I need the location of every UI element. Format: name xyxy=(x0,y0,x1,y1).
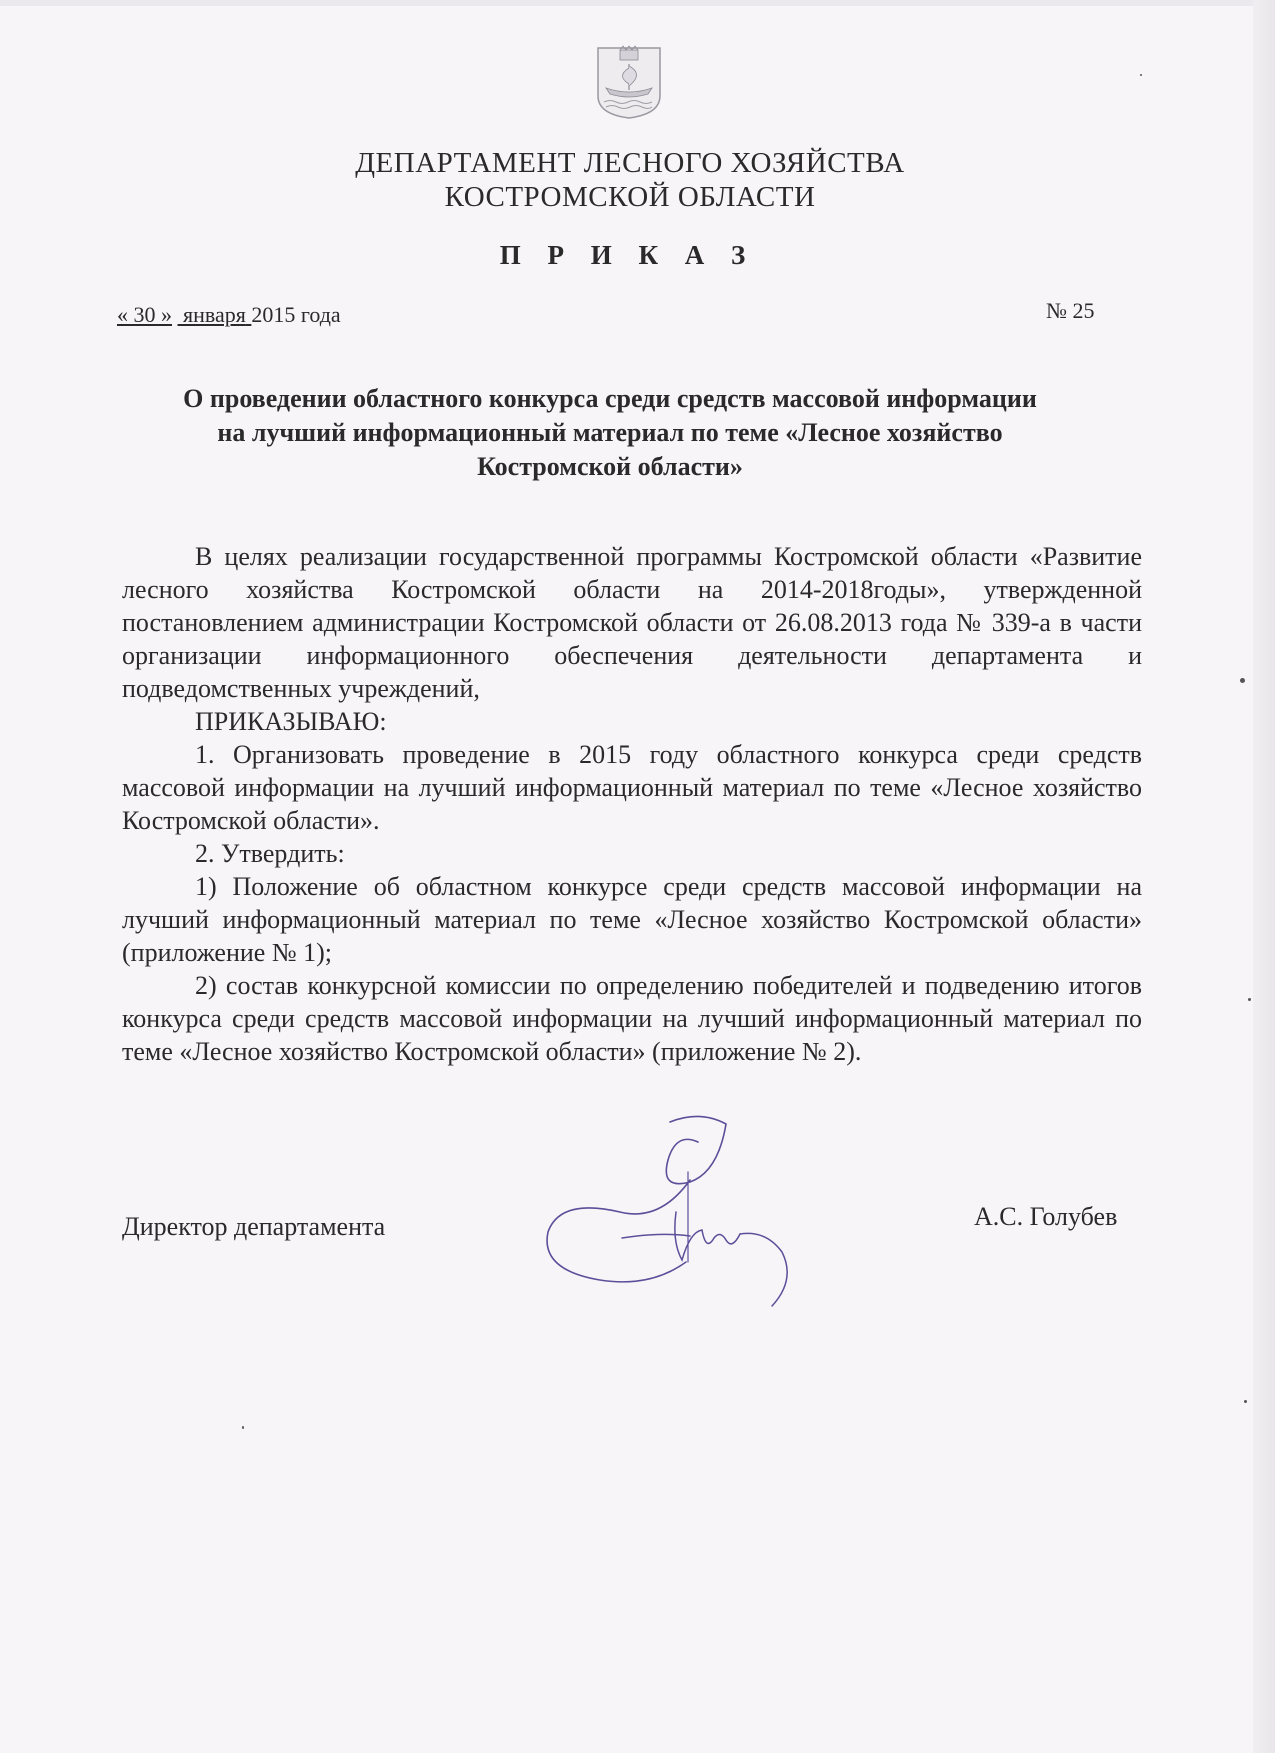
order-item-2-2: 2) состав конкурсной комиссии по определению победителей и подведению итогов конкурса среди средств массовой информации на лучший информационный материал по теме «Лесное хозяйство Костромской области» (приложение № 2). xyxy=(122,971,1142,1066)
subject-line1: О проведении областного конкурса среди средств массовой информации xyxy=(183,384,1037,413)
signer-name: А.С. Голубев xyxy=(974,1202,1118,1231)
date-day xyxy=(128,302,161,327)
order-title: П Р И К А З xyxy=(499,240,756,270)
scan-speck xyxy=(1240,678,1245,683)
order-word: ПРИКАЗЫВАЮ: xyxy=(195,707,387,736)
preamble-paragraph: В целях реализации государственной программы Костромской области «Развитие лесного хозяйства Костромской области на 2014-2018годы», утвержденной постановлением администрации Костромской области от 26.08.2013 года № 339-а в части организации информационного обеспечения деятельности департамента и подведомственных учреждений, xyxy=(122,542,1142,703)
date-close-quote: » xyxy=(161,302,172,327)
scan-speck xyxy=(1248,998,1251,1001)
subject-line3: Костромской области» xyxy=(477,452,743,481)
date-month-value: января xyxy=(183,302,246,327)
order-subject xyxy=(110,382,1110,484)
page-top-edge xyxy=(0,0,1275,6)
date-day-value: 30 xyxy=(133,302,156,327)
order-item-1: 1. Организовать проведение в 2015 году областного конкурса среди средств массовой информации на лучший информационный материал по теме «Лесное хозяйство Костромской области». xyxy=(122,740,1142,835)
subject-line2: на лучший информационный материал по теме «Лесное хозяйство xyxy=(217,418,1003,447)
department-name-line1: ДЕПАРТАМЕНТ ЛЕСНОГО ХОЗЯЙСТВА xyxy=(355,147,905,179)
order-item-2: 2. Утвердить: xyxy=(195,839,345,868)
order-item-2-1: 1) Положение об областном конкурсе среди средств массовой информации на лучший информационный материал по теме «Лесное хозяйство Костромской области» (приложение № 1); xyxy=(122,872,1142,967)
page-right-edge xyxy=(1253,0,1275,1753)
signer-role: Директор департамента xyxy=(122,1212,386,1241)
department-name-line2: КОСТРОМСКОЙ ОБЛАСТИ xyxy=(444,181,816,213)
handwritten-signature-icon xyxy=(540,1112,820,1312)
order-date xyxy=(117,302,341,328)
scan-speck xyxy=(242,1426,244,1429)
date-open-quote: « xyxy=(117,302,128,327)
date-month xyxy=(178,302,252,327)
order-number: № 25 xyxy=(1046,298,1095,323)
department-heading xyxy=(0,146,1260,214)
order-body xyxy=(122,540,1142,1068)
coat-of-arms-icon xyxy=(590,44,668,120)
scan-speck xyxy=(1244,1400,1247,1403)
scan-speck xyxy=(1140,74,1142,76)
date-year: 2015 года xyxy=(251,302,341,327)
